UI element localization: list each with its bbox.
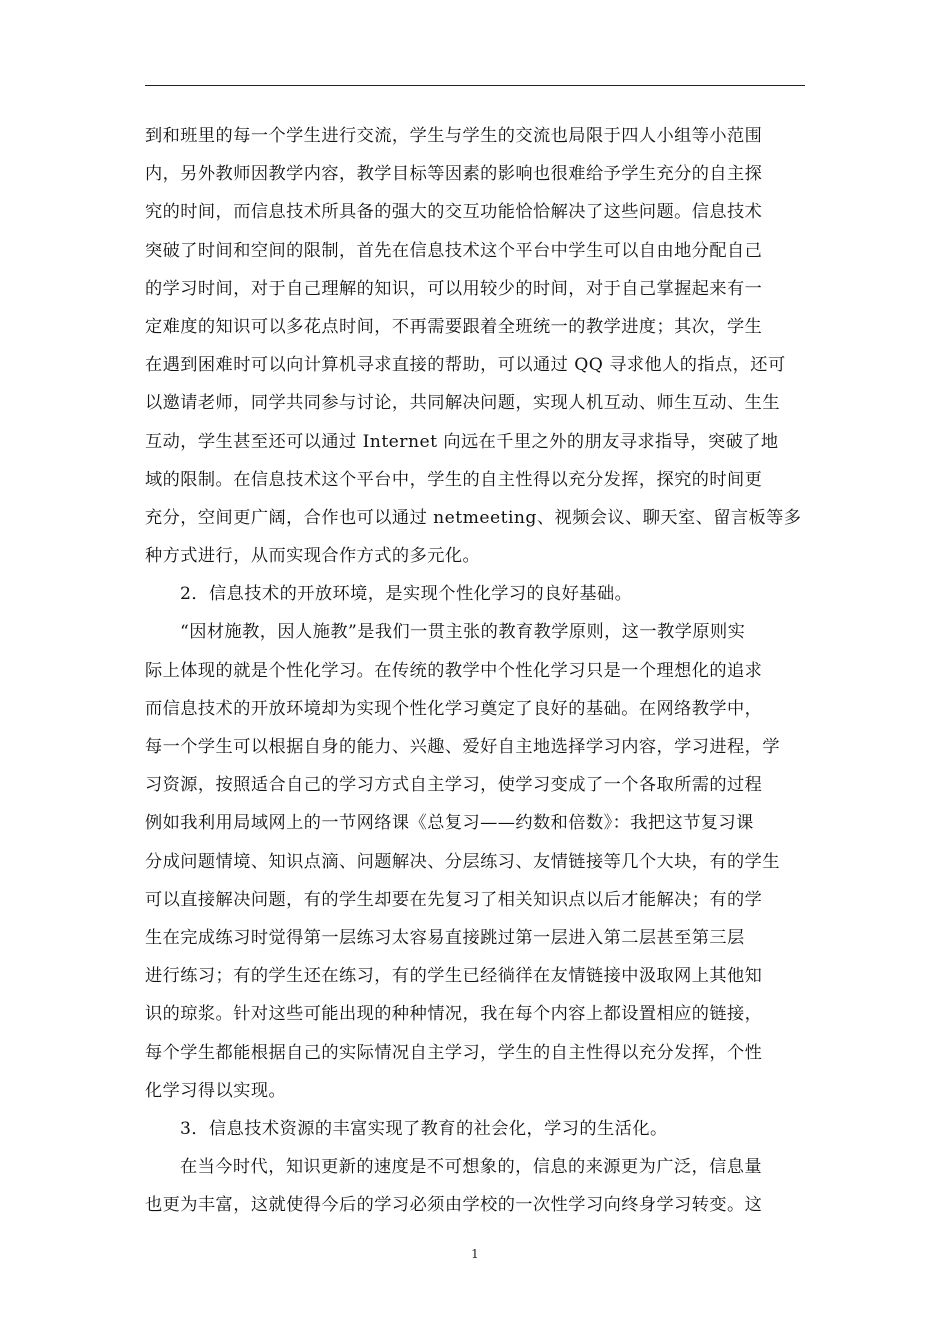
text-line: 际上体现的就是个性化学习。在传统的教学中个性化学习只是一个理想化的追求 <box>145 660 763 681</box>
text-line: 识的琼浆。针对这些可能出现的种种情况，我在每个内容上都设置相应的链接， <box>145 1004 763 1025</box>
page-number: 1 <box>471 1247 479 1261</box>
section-heading: 2．信息技术的开放环境，是实现个性化学习的良好基础。 <box>180 584 633 605</box>
text-line: 每一个学生可以根据自身的能力、兴趣、爱好自主地选择学习内容，学习进程，学 <box>145 737 780 757</box>
text-line: 种方式进行，从而实现合作方式的多元化。 <box>145 546 481 567</box>
text-line: 分成问题情境、知识点滴、问题解决、分层练习、友情链接等几个大块，有的学生 <box>145 851 780 872</box>
header-rule <box>145 85 805 86</box>
text-line: 突破了时间和空间的限制，首先在信息技术这个平台中学生可以自由地分配自己 <box>145 240 763 261</box>
text-line: 内，另外教师因教学内容，教学目标等因素的影响也很难给予学生充分的自主探 <box>145 164 763 185</box>
text-line: 在当今时代，知识更新的速度是不可想象的，信息的来源更为广泛，信息量 <box>180 1157 763 1178</box>
text-line: “因材施教，因人施教”是我们一贯主张的教育教学原则，这一教学原则实 <box>180 622 746 643</box>
text-line: 在遇到困难时可以向计算机寻求直接的帮助，可以通过 QQ 寻求他人的指点，还可 <box>145 355 786 376</box>
text-line: 以邀请老师，同学共同参与讨论，共同解决问题，实现人机互动、师生互动、生生 <box>145 393 780 414</box>
text-line: 而信息技术的开放环境却为实现个性化学习奠定了良好的基础。在网络教学中， <box>145 698 763 719</box>
text-line: 充分，空间更广阔，合作也可以通过 netmeeting、视频会议、聊天室、留言板等多 <box>145 507 802 528</box>
text-line: 习资源，按照适合自己的学习方式自主学习，使学习变成了一个各取所需的过程 <box>145 775 763 796</box>
text-line: 究的时间，而信息技术所具备的强大的交互功能恰恰解决了这些问题。信息技术 <box>145 202 763 223</box>
text-line: 生在完成练习时觉得第一层练习太容易直接跳过第一层进入第二层甚至第三层 <box>145 927 745 948</box>
text-line: 的学习时间，对于自己理解的知识，可以用较少的时间，对于自己掌握起来有一 <box>145 278 763 299</box>
text-line: 定难度的知识可以多花点时间，不再需要跟着全班统一的教学进度；其次，学生 <box>145 316 763 337</box>
text-line: 例如我利用局域网上的一节网络课《总复习——约数和倍数》：我把这节复习课 <box>145 813 754 834</box>
text-line: 域的限制。在信息技术这个平台中，学生的自主性得以充分发挥，探究的时间更 <box>145 469 763 490</box>
text-line: 每个学生都能根据自己的实际情况自主学习，学生的自主性得以充分发挥，个性 <box>145 1042 763 1063</box>
section-heading: 3．信息技术资源的丰富实现了教育的社会化，学习的生活化。 <box>180 1118 668 1139</box>
text-line: 可以直接解决问题，有的学生却要在先复习了相关知识点以后才能解决；有的学 <box>145 889 763 910</box>
text-line: 到和班里的每一个学生进行交流，学生与学生的交流也局限于四人小组等小范围 <box>145 126 763 146</box>
text-line: 也更为丰富，这就使得今后的学习必须由学校的一次性学习向终身学习转变。这 <box>145 1195 763 1216</box>
text-line: 进行练习；有的学生还在练习，有的学生已经徜徉在友情链接中汲取网上其他知 <box>145 966 763 987</box>
text-line: 化学习得以实现。 <box>145 1080 287 1101</box>
text-line: 互动，学生甚至还可以通过 Internet 向远在千里之外的朋友寻求指导，突破了地 <box>145 431 779 452</box>
body-text <box>145 117 810 1224</box>
